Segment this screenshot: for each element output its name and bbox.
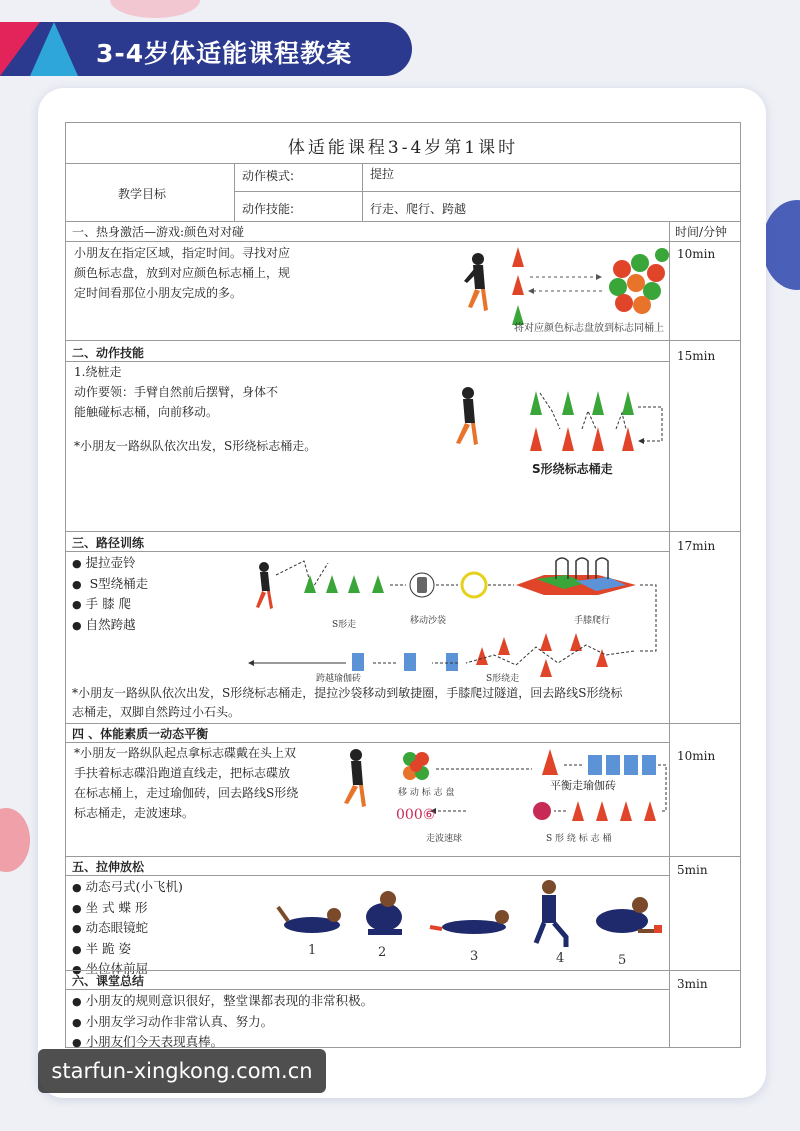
list-item: ● S型绕桶走 bbox=[72, 574, 148, 595]
list-item: ● 小朋友的规则意识很好，整堂课都表现的非常积极。 bbox=[72, 991, 373, 1012]
lesson-title: 体适能课程3-4岁第1课时 bbox=[287, 138, 519, 158]
section-5-title: 五、拉伸放松 bbox=[72, 860, 145, 874]
green-cone-icon bbox=[304, 575, 316, 593]
stretch-pose-1-icon bbox=[278, 907, 341, 933]
section-3-note: *小朋友一路纵队依次出发，S形绕标志桶走，提拉沙袋移动到敏捷圈，手膝爬过隧道，回去路线S形绕标 志桶走，双脚自然跨过小石头。 bbox=[72, 686, 623, 719]
section-5-bullets bbox=[72, 877, 183, 980]
red-cone-icon bbox=[498, 637, 510, 655]
section-1-title: 一、热身激活—游戏:颜色对对碰 bbox=[72, 225, 245, 239]
objective-skill-value: 行走、爬行、跨越 bbox=[370, 202, 467, 216]
green-cone-icon bbox=[326, 575, 338, 593]
section-3-bullets bbox=[72, 553, 148, 635]
section-4-illustration bbox=[336, 745, 666, 845]
green-cone-icon bbox=[348, 575, 360, 593]
red-cone-icon bbox=[562, 427, 574, 451]
red-cone-icon bbox=[540, 659, 552, 677]
yoga-brick-icon bbox=[446, 653, 458, 671]
red-cone-icon bbox=[596, 649, 608, 667]
caption-s-cone: S 形 绕 标 志 桶 bbox=[546, 834, 612, 844]
section-1-text: 小朋友在指定区域，指定时间。寻找对应 颜色标志盘，放到对应颜色标志桶上，规 定时间看那位小朋友完成的多。 bbox=[74, 246, 291, 300]
yoga-brick-icon bbox=[642, 755, 656, 775]
yoga-brick-icon bbox=[404, 653, 416, 671]
red-cone-icon bbox=[476, 647, 488, 665]
caption-s-back: S形绕走 bbox=[486, 674, 520, 684]
list-item: ● 手 膝 爬 bbox=[72, 594, 148, 615]
section-4-title: 四 、体能素质一动态平衡 bbox=[72, 727, 209, 741]
caption-wave: 走波速球 bbox=[426, 834, 463, 844]
running-child-icon bbox=[256, 562, 273, 609]
pose-number-1: 1 bbox=[308, 943, 317, 958]
objective-label: 教学目标 bbox=[118, 187, 167, 201]
section-5-time: 5min bbox=[677, 863, 708, 877]
section-3-title: 三、路径训练 bbox=[72, 536, 145, 550]
yoga-brick-icon bbox=[588, 755, 602, 775]
pose-number-5: 5 bbox=[618, 953, 627, 968]
pose-number-4: 4 bbox=[556, 951, 565, 966]
objective-mode-label: 动作模式: bbox=[242, 169, 295, 183]
green-cone-icon bbox=[622, 391, 634, 415]
list-item: ● 小朋友学习动作非常认真、努力。 bbox=[72, 1012, 373, 1033]
crawl-tunnel-icon bbox=[516, 558, 636, 595]
stretch-pose-3-icon bbox=[430, 910, 509, 934]
list-item: ● 动态弓式(小飞机) bbox=[72, 877, 183, 898]
running-child-icon bbox=[464, 253, 488, 311]
yoga-brick-icon bbox=[352, 653, 364, 671]
list-item: ● 坐位体前屈 bbox=[72, 959, 183, 980]
section-2-title: 二、动作技能 bbox=[72, 346, 145, 360]
section-6-time: 3min bbox=[677, 977, 708, 991]
list-item: ● 半 跪 姿 bbox=[72, 939, 183, 960]
caption-sandbag: 移动沙袋 bbox=[410, 616, 447, 626]
section-2-illustration bbox=[448, 385, 668, 465]
red-cone-icon bbox=[644, 801, 656, 821]
list-item: ● 小朋友们今天表现真棒。 bbox=[72, 1032, 373, 1053]
sandbag-icon bbox=[410, 573, 434, 597]
caption-yoga: 跨越瑜伽砖 bbox=[316, 674, 362, 684]
red-cone-icon bbox=[620, 801, 632, 821]
caption-s-walk: S形走 bbox=[332, 620, 357, 630]
section-1-time: 10min bbox=[677, 247, 716, 261]
marker-disc-stack-icon bbox=[403, 752, 429, 780]
stretch-pose-2-icon bbox=[366, 891, 402, 935]
section-1-caption: 将对应颜色标志盘放到标志同桶上 bbox=[514, 323, 664, 334]
stretch-pose-4-icon bbox=[536, 880, 566, 947]
lesson-plan-table bbox=[65, 122, 741, 1048]
green-cone-icon bbox=[562, 391, 574, 415]
red-cone-icon bbox=[622, 427, 634, 451]
pose-number-2: 2 bbox=[378, 945, 387, 960]
red-cone-icon bbox=[572, 801, 584, 821]
caption-balance: 平衡走瑜伽砖 bbox=[550, 779, 616, 792]
red-cone-icon bbox=[530, 427, 542, 451]
objective-mode-value: 提拉 bbox=[370, 167, 395, 181]
objective-skill-label: 动作技能: bbox=[242, 202, 295, 216]
list-item: ● 提拉壶铃 bbox=[72, 553, 148, 574]
running-child-icon bbox=[456, 387, 478, 445]
agility-ring-icon bbox=[462, 573, 486, 597]
green-cone-icon bbox=[592, 391, 604, 415]
time-column-header: 时间/分钟 bbox=[675, 225, 728, 239]
green-cone-icon bbox=[372, 575, 384, 593]
section-3-time: 17min bbox=[677, 539, 716, 553]
section-2-text: 1.绕桩走 动作要领：手臂自然前后摆臂，身体不 能触碰标志桶，向前移动。 *小朋友一路纵队依次出发，S形绕标志桶走。 bbox=[74, 365, 317, 453]
yoga-brick-icon bbox=[624, 755, 638, 775]
red-cone-icon bbox=[540, 633, 552, 651]
stretch-poses-illustration bbox=[274, 881, 664, 961]
red-cone-icon bbox=[512, 275, 524, 295]
color-disc-pile-icon bbox=[609, 248, 669, 314]
caption-crawl: 手膝爬行 bbox=[574, 616, 611, 626]
red-cone-icon bbox=[542, 749, 558, 775]
red-cone-icon bbox=[596, 801, 608, 821]
section-2-caption: S形绕标志桶走 bbox=[532, 462, 613, 476]
section-2-time: 15min bbox=[677, 349, 716, 363]
red-cone-icon bbox=[592, 427, 604, 451]
red-cone-icon bbox=[512, 247, 524, 267]
list-item: ● 动态眼镜蛇 bbox=[72, 918, 183, 939]
section-6-title: 六、课堂总结 bbox=[72, 974, 145, 988]
yoga-brick-icon bbox=[606, 755, 620, 775]
bosu-ball-label: 000⑥ bbox=[396, 807, 436, 823]
pose-number-3: 3 bbox=[470, 949, 479, 964]
green-cone-icon bbox=[530, 391, 542, 415]
list-item: ● 自然跨越 bbox=[72, 615, 148, 636]
header-title: 3-4岁体适能课程教案 bbox=[96, 39, 353, 68]
caption-move-disc: 移 动 标 志 盘 bbox=[398, 788, 455, 798]
section-6-bullets bbox=[72, 991, 373, 1053]
bosu-ball-icon bbox=[533, 802, 551, 820]
list-item: ● 坐 式 蝶 形 bbox=[72, 898, 183, 919]
running-child-icon bbox=[344, 749, 366, 807]
site-watermark: starfun-xingkong.com.cn bbox=[38, 1049, 326, 1093]
section-4-text: *小朋友一路纵队起点拿标志碟戴在头上双 手扶着标志碟沿跑道直线走，把标志碟放 在标志桶上，走过瑜伽砖，回去路线S形绕 标志桶走，走波速球。 bbox=[74, 746, 299, 820]
section-4-time: 10min bbox=[677, 749, 716, 763]
stretch-pose-5-icon bbox=[596, 897, 662, 933]
